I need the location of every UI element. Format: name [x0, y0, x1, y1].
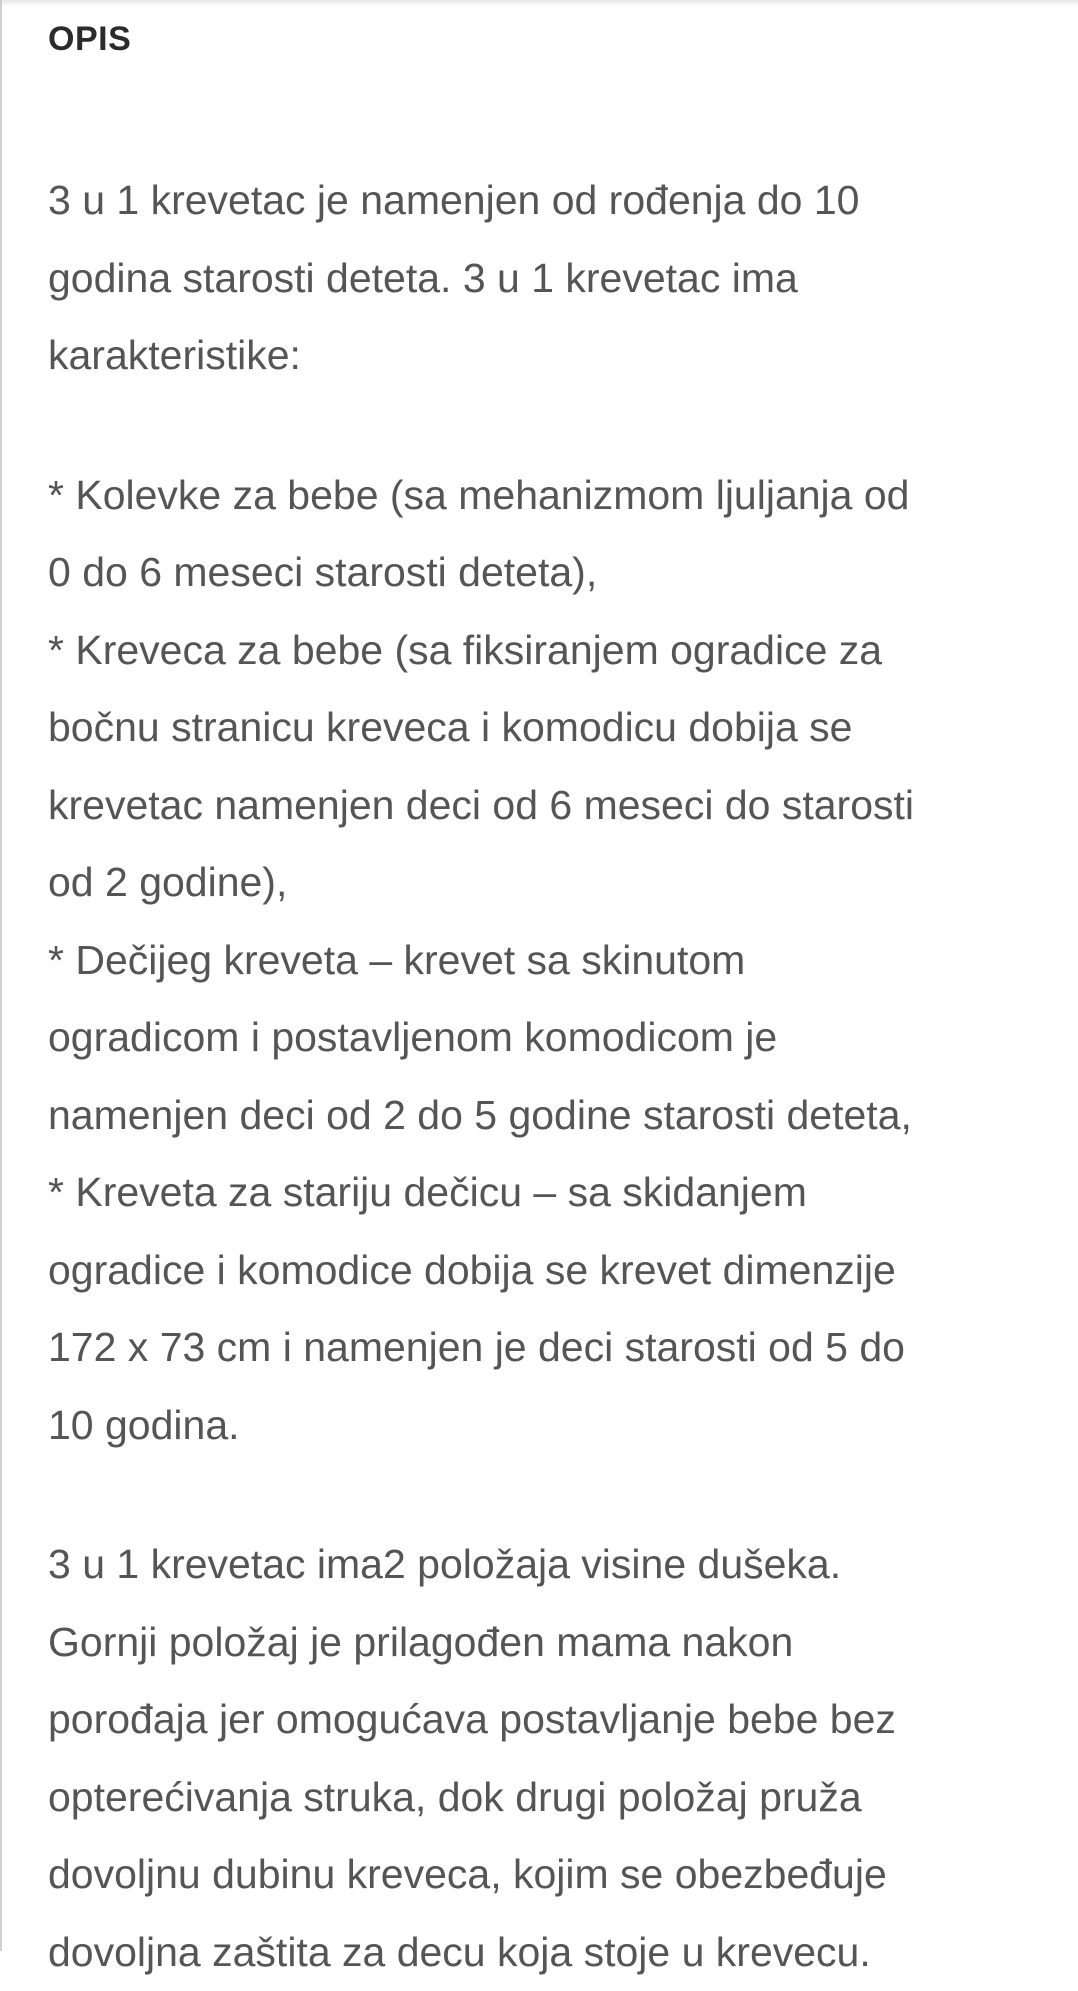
- text-line: krevetac namenjen deci od 6 meseci do starosti: [48, 767, 1058, 845]
- text-line: 10 godina.: [48, 1387, 1058, 1465]
- text-line: opterećivanja struka, dok drugi položaj pruža: [48, 1759, 1058, 1837]
- text-line: Gornji položaj je prilagođen mama nakon: [48, 1604, 1058, 1682]
- positions-paragraph: [48, 1526, 1058, 1991]
- text-line: 172 x 73 cm i namenjen je deci starosti od 5 do: [48, 1309, 1058, 1387]
- text-line: dovoljna zaštita za decu koja stoje u krevecu.: [48, 1914, 1058, 1991]
- intro-paragraph: [48, 162, 1058, 395]
- text-line: porođaja jer omogućava postavljanje bebe bez: [48, 1681, 1058, 1759]
- text-line: dovoljnu dubinu kreveca, kojim se obezbeđuje: [48, 1836, 1058, 1914]
- text-line: ogradice i komodice dobija se krevet dimenzije: [48, 1232, 1058, 1310]
- text-line: * Kolevke za bebe (sa mehanizmom ljuljanja od: [48, 457, 1058, 535]
- text-line: godina starosti deteta. 3 u 1 krevetac ima: [48, 240, 1058, 318]
- text-line: * Kreveta za stariju dečicu – sa skidanjem: [48, 1154, 1058, 1232]
- text-line: ogradicom i postavljenom komodicom je: [48, 999, 1058, 1077]
- section-title: OPIS: [48, 20, 131, 59]
- header-shadow: [2, 0, 1078, 6]
- paragraph-spacer: [48, 1464, 1058, 1526]
- features-paragraph: [48, 457, 1058, 1465]
- text-line: karakteristike:: [48, 317, 1058, 395]
- description-body: [48, 162, 1058, 1991]
- text-line: 0 do 6 meseci starosti deteta),: [48, 534, 1058, 612]
- text-line: od 2 godine),: [48, 844, 1058, 922]
- text-line: 3 u 1 krevetac ima2 položaja visine dušeka.: [48, 1526, 1058, 1604]
- text-line: * Kreveca za bebe (sa fiksiranjem ogradice za: [48, 612, 1058, 690]
- text-line: bočnu stranicu kreveca i komodicu dobija se: [48, 689, 1058, 767]
- paragraph-spacer: [48, 395, 1058, 457]
- text-line: namenjen deci od 2 do 5 godine starosti deteta,: [48, 1077, 1058, 1155]
- text-line: * Dečijeg kreveta – krevet sa skinutom: [48, 922, 1058, 1000]
- text-line: 3 u 1 krevetac je namenjen od rođenja do 10: [48, 162, 1058, 240]
